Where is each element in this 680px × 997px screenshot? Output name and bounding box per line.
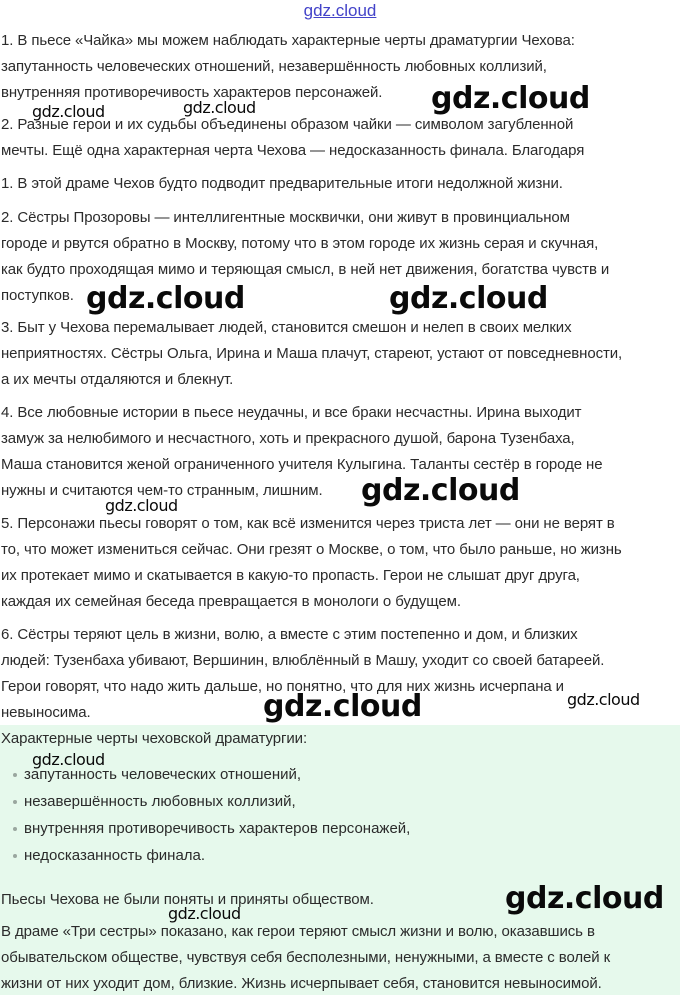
list-item: незавершённость любовных коллизий, bbox=[0, 788, 680, 815]
paragraph-sisters-5: 5. Персонажи пьесы говорят о том, как всё изменится через триста лет — они не верят в то, что может измениться сейчас. Они грезят о Москве, о том, что было раньше, но жизнь их протекает мимо и скатывается в какую-то пропасть. Герои не слышат друг друга, каждая их семейная беседа превращается в монологи о будущем. bbox=[1, 515, 622, 610]
watermark: gdz.cloud bbox=[32, 750, 105, 769]
watermark: gdz.cloud bbox=[505, 881, 664, 916]
summary-list bbox=[0, 761, 680, 869]
paragraph-chaika-1: 1. В пьесе «Чайка» мы можем наблюдать характерные черты драматургии Чехова: запутанность человеческих отношений, незавершённость любовных коллизий, внутренняя противоречивость характеров персонажей. bbox=[1, 32, 575, 101]
paragraph-sisters-4: 4. Все любовные истории в пьесе неудачны, и все браки несчастны. Ирина выходит замуж за нелюбимого и несчастного, хоть и прекрасного душой, барона Тузенбаха, Маша становится женой ограниченного учителя Кулыгина. Таланты сестёр в городе не нужны и считаются чем-то странным, лишним. bbox=[1, 404, 603, 499]
paragraph-chaika-2: 2. Разные герои и их судьбы объединены образом чайки — символом загубленной мечты. Ещё одна характерная черта Чехова — недосказанность финала. Благодаря bbox=[1, 116, 585, 159]
list-item: внутренняя противоречивость характеров персонажей, bbox=[0, 815, 680, 842]
summary-heading: Характерные черты чеховской драматургии: bbox=[1, 730, 308, 747]
watermark: gdz.cloud bbox=[183, 98, 256, 117]
summary-closing-2: В драме «Три сестры» показано, как герои теряют смысл жизни и волю, оказавшись в обывательском обществе, чувствуя себя бесполезными, ненужными, а вместе с волей к жизни от них уходит дом, близкие. Жизнь исчерпывает себя, становится невыносимой. bbox=[1, 923, 611, 992]
list-item: недосказанность финала. bbox=[0, 842, 680, 869]
bullet-icon bbox=[13, 773, 17, 777]
bullet-icon bbox=[13, 800, 17, 804]
watermark: gdz.cloud bbox=[431, 81, 590, 116]
watermark: gdz.cloud bbox=[361, 473, 520, 508]
watermark: gdz.cloud bbox=[105, 496, 178, 515]
watermark: gdz.cloud bbox=[32, 102, 105, 121]
summary-closing-1: Пьесы Чехова не были поняты и приняты обществом. bbox=[1, 891, 374, 908]
paragraph-sisters-6: 6. Сёстры теряют цель в жизни, волю, а вместе с этим постепенно и дом, и близких людей: Тузенбаха убивают, Вершинин, влюблённый в Машу, уходит со своей батареей. Герои говорят, что надо жить дальше, но понятно, что для них жизнь исчерпана и невыносима. bbox=[1, 626, 605, 721]
paragraph-sisters-2: 2. Сёстры Прозоровы — интеллигентные москвички, они живут в провинциальном городе и рвутся обратно в Москву, потому что в этом городе их жизнь серая и скучная, как будто проходящая мимо и теряющая смысл, в ней нет движения, богатства чувств и поступков. bbox=[1, 209, 610, 304]
paragraph-sisters-3: 3. Быт у Чехова перемалывает людей, становится смешон и нелеп в своих мелких неприятностях. Сёстры Ольга, Ирина и Маша плачут, стареют, устают от повседневности, а их мечты отдаляются и блекнут. bbox=[1, 319, 623, 388]
paragraph-sisters-1: 1. В этой драме Чехов будто подводит предварительные итоги недолжной жизни. bbox=[1, 175, 563, 192]
watermark: gdz.cloud bbox=[168, 904, 241, 923]
bullet-icon bbox=[13, 854, 17, 858]
header-watermark-link[interactable]: gdz.cloud bbox=[303, 1, 377, 20]
watermark: gdz.cloud bbox=[567, 690, 640, 709]
bullet-icon bbox=[13, 827, 17, 831]
watermark: gdz.cloud bbox=[263, 689, 422, 724]
watermark: gdz.cloud bbox=[389, 281, 548, 316]
watermark: gdz.cloud bbox=[86, 281, 245, 316]
list-item: запутанность человеческих отношений, bbox=[0, 761, 680, 788]
